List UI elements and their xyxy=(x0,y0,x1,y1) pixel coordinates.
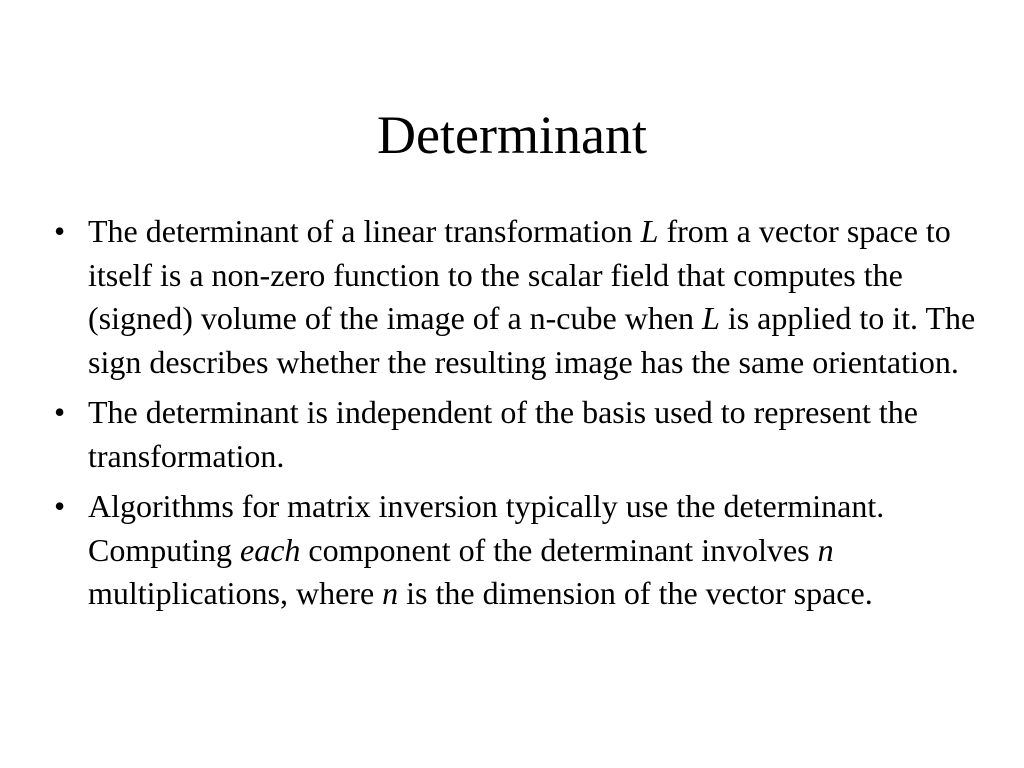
bullet-text xyxy=(88,488,884,611)
bullet-item xyxy=(50,391,990,478)
italic-variable: L xyxy=(640,213,659,249)
text-segment: multiplications, where xyxy=(88,575,383,611)
bullet-list xyxy=(50,210,990,623)
text-segment: from a vector space to itself is a non-zero function to the scalar field that computes the (signed) volume of the image of a n-cube when xyxy=(88,213,951,336)
text-segment: is applied to it. The sign describes whether the resulting image has the same orientation. xyxy=(88,300,976,380)
slide-title: Determinant xyxy=(377,105,647,165)
bullet-item xyxy=(50,210,990,384)
italic-variable: n xyxy=(817,531,834,568)
bullet-icon: • xyxy=(54,213,66,249)
text-segment: Algorithms for matrix inversion typically use the determinant. Computing xyxy=(88,488,885,568)
text-segment: is the dimension of the vector space. xyxy=(398,575,873,611)
text-segment: The determinant of a linear transformation xyxy=(88,213,641,249)
text-segment: component of the determinant involves xyxy=(300,531,818,568)
bullet-item xyxy=(50,485,990,616)
italic-variable: L xyxy=(702,300,720,336)
bullet-icon: • xyxy=(54,394,66,430)
bullet-icon: • xyxy=(54,488,66,524)
italic-emphasis: each xyxy=(240,531,301,568)
italic-variable: n xyxy=(382,575,399,611)
bullet-text xyxy=(88,394,918,474)
text-segment: The determinant is independent of the basis used to represent the transformation. xyxy=(88,394,918,474)
bullet-text xyxy=(88,213,975,380)
